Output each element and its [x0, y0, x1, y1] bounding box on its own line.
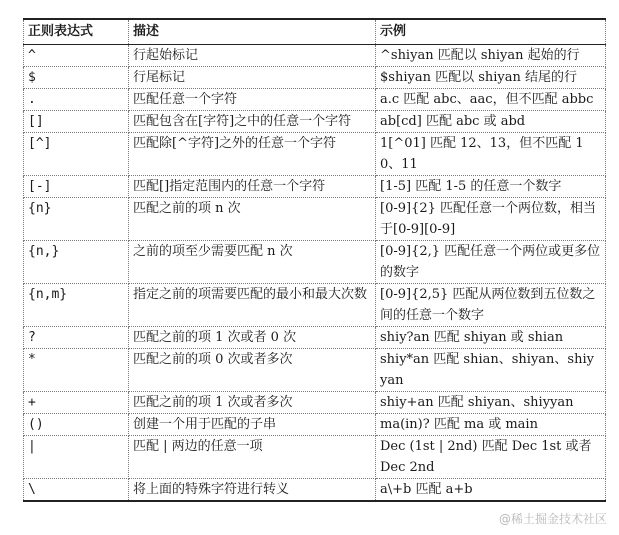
description-cell: 指定之前的项需要匹配的最小和最大次数 — [129, 284, 376, 327]
pattern-cell: {n,m} — [24, 284, 129, 327]
pattern-cell: \ — [24, 479, 129, 502]
pattern-cell: {n,} — [24, 241, 129, 284]
example-cell: a.c 匹配 abc、aac，但不匹配 abbc — [376, 89, 606, 111]
header-description: 描述 — [129, 19, 376, 45]
example-cell: Dec (1st | 2nd) 匹配 Dec 1st 或者 Dec 2nd — [376, 436, 606, 479]
table-row — [24, 327, 606, 349]
pattern-cell: [-] — [24, 176, 129, 198]
description-cell: 匹配之前的项 0 次或者多次 — [129, 349, 376, 392]
description-cell: 行尾标记 — [129, 67, 376, 89]
example-cell: ma(in)? 匹配 ma 或 main — [376, 414, 606, 436]
watermark-text: @稀土掘金技术社区 — [498, 512, 607, 526]
pattern-cell: + — [24, 392, 129, 414]
table-row — [24, 436, 606, 479]
example-cell: $shiyan 匹配以 shiyan 结尾的行 — [376, 67, 606, 89]
pattern-cell: ? — [24, 327, 129, 349]
pattern-cell: [^] — [24, 133, 129, 176]
table-row — [24, 176, 606, 198]
table-row — [24, 479, 606, 502]
pattern-cell: ^ — [24, 45, 129, 67]
pattern-cell: [] — [24, 111, 129, 133]
description-cell: 匹配之前的项 1 次或者多次 — [129, 392, 376, 414]
description-cell: 匹配包含在[字符]之中的任意一个字符 — [129, 111, 376, 133]
table-row — [24, 414, 606, 436]
table-header-row — [24, 19, 606, 45]
example-cell: 1[^01] 匹配 12、13，但不匹配 10、11 — [376, 133, 606, 176]
example-cell: [1-5] 匹配 1-5 的任意一个数字 — [376, 176, 606, 198]
description-cell: 匹配之前的项 1 次或者 0 次 — [129, 327, 376, 349]
table-row — [24, 349, 606, 392]
description-cell: 匹配[]指定范围内的任意一个字符 — [129, 176, 376, 198]
header-example: 示例 — [376, 19, 606, 45]
example-cell: [0-9]{2} 匹配任意一个两位数，相当于[0-9][0-9] — [376, 198, 606, 241]
table-row — [24, 111, 606, 133]
pattern-cell: | — [24, 436, 129, 479]
table-row — [24, 67, 606, 89]
example-cell: a\+b 匹配 a+b — [376, 479, 606, 502]
table-row — [24, 198, 606, 241]
example-cell: shiy*an 匹配 shian、shiyan、shiyyan — [376, 349, 606, 392]
example-cell: [0-9]{2,} 匹配任意一个两位或更多位的数字 — [376, 241, 606, 284]
pattern-cell: () — [24, 414, 129, 436]
description-cell: 匹配任意一个字符 — [129, 89, 376, 111]
example-cell: ^shiyan 匹配以 shiyan 起始的行 — [376, 45, 606, 67]
table-row — [24, 392, 606, 414]
pattern-cell: {n} — [24, 198, 129, 241]
header-pattern: 正则表达式 — [24, 19, 129, 45]
table-row — [24, 45, 606, 67]
description-cell: 行起始标记 — [129, 45, 376, 67]
example-cell: ab[cd] 匹配 abc 或 abd — [376, 111, 606, 133]
description-cell: 将上面的特殊字符进行转义 — [129, 479, 376, 502]
example-cell: shiy?an 匹配 shiyan 或 shian — [376, 327, 606, 349]
example-cell: shiy+an 匹配 shiyan、shiyyan — [376, 392, 606, 414]
description-cell: 创建一个用于匹配的子串 — [129, 414, 376, 436]
pattern-cell: . — [24, 89, 129, 111]
pattern-cell: * — [24, 349, 129, 392]
description-cell: 匹配除[^字符]之外的任意一个字符 — [129, 133, 376, 176]
description-cell: 匹配之前的项 n 次 — [129, 198, 376, 241]
table-row — [24, 241, 606, 284]
description-cell: 匹配 | 两边的任意一项 — [129, 436, 376, 479]
table-row — [24, 89, 606, 111]
description-cell: 之前的项至少需要匹配 n 次 — [129, 241, 376, 284]
regex-reference-table — [23, 18, 606, 502]
example-cell: [0-9]{2,5} 匹配从两位数到五位数之间的任意一个数字 — [376, 284, 606, 327]
table-row — [24, 133, 606, 176]
table-row — [24, 284, 606, 327]
pattern-cell: $ — [24, 67, 129, 89]
